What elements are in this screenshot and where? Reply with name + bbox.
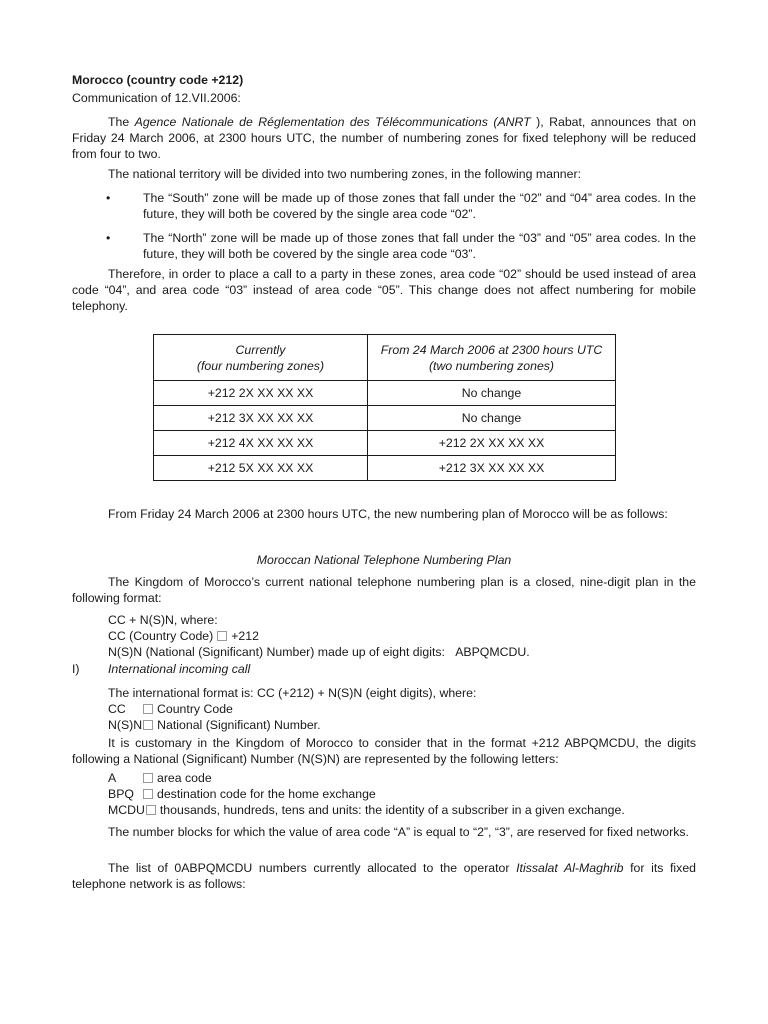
header-line: From 24 March 2006 at 2300 hours UTC xyxy=(380,342,603,357)
format-value: ABPQMCDU. xyxy=(455,645,530,659)
arrow-symbol-icon xyxy=(143,704,153,714)
table-cell: +212 3X XX XX XX xyxy=(154,406,368,431)
agency-name: Agence Nationale de Réglementation des Télécommunications (ANRT xyxy=(134,115,531,129)
bullet-text: The “North” zone will be made up of those zones that fall under the “03” and “05” area codes. In the future, they will both be covered by the single area code “03”. xyxy=(143,231,696,261)
arrow-symbol-icon xyxy=(143,773,153,783)
table-header-row xyxy=(154,335,616,381)
section-number: I) xyxy=(72,662,80,676)
header-new xyxy=(368,335,616,381)
table-row xyxy=(154,381,616,406)
format-line: CC + N(S)N, where: xyxy=(108,613,218,627)
list-item xyxy=(108,770,696,786)
letter-desc: area code xyxy=(157,771,212,785)
fixed-networks-paragraph: The number blocks for which the value of area code “A” is equal to “2”, “3”, are reserved for fixed networks. xyxy=(108,825,689,839)
format-line xyxy=(108,644,696,660)
list-item xyxy=(108,802,696,818)
format-value: +212 xyxy=(231,629,259,643)
table-cell: +212 2X XX XX XX xyxy=(368,431,616,456)
letter-desc: destination code for the home exchange xyxy=(157,787,376,801)
table-cell: +212 4X XX XX XX xyxy=(154,431,368,456)
intl-format-line xyxy=(108,701,696,717)
new-plan-intro: From Friday 24 March 2006 at 2300 hours UTC, the new numbering plan of Morocco will be as follows: xyxy=(108,507,668,521)
format-block xyxy=(72,612,696,660)
table-cell: No change xyxy=(368,406,616,431)
letters-list xyxy=(72,770,696,818)
table-row xyxy=(154,406,616,431)
section-title: International incoming call xyxy=(108,662,251,676)
letter-desc: thousands, hundreds, tens and units: the identity of a subscriber in a given exchange. xyxy=(159,803,625,817)
bullet-south xyxy=(72,190,696,222)
format-term: CC (Country Code) xyxy=(108,629,214,643)
operator-name: Itissalat Al-Maghrib xyxy=(516,861,624,875)
intl-term: CC xyxy=(108,702,126,716)
letters-intro-paragraph: It is customary in the Kingdom of Morocco to consider that in the format +212 ABPQMCDU, the digits following a National (Significant) Number (N(S)N) are represented by the following letters: xyxy=(72,736,696,766)
table-cell: No change xyxy=(368,381,616,406)
bullet-icon: • xyxy=(106,191,111,205)
arrow-symbol-icon xyxy=(143,789,153,799)
allocation-post: for its fixed telephone network is as follows: xyxy=(72,861,696,891)
letter-key: A xyxy=(108,771,117,785)
arrow-symbol-icon xyxy=(146,805,156,815)
communication-date: Communication of 12.VII.2006: xyxy=(72,91,241,105)
announcement-pre: The xyxy=(108,115,135,129)
page-title: Morocco (country code +212) xyxy=(72,73,244,87)
bullet-north xyxy=(72,230,696,262)
plan-title: Moroccan National Telephone Numbering Plan xyxy=(256,553,512,567)
instructions-paragraph: Therefore, in order to place a call to a party in these zones, area code “02” should be used instead of area code “04”, and area code “03” instead of area code “05”. This change does not affect numbering for mobile telephony. xyxy=(72,267,696,313)
table-row xyxy=(154,431,616,456)
intl-format-line: The international format is: CC (+212) + N(S)N (eight digits), where: xyxy=(108,686,477,700)
bullet-text: The “South” zone will be made up of those zones that fall under the “02” and “04” area codes. In the future, they will both be covered by the single area code “02”. xyxy=(143,191,696,221)
header-line: Currently xyxy=(235,342,286,357)
intl-format-line xyxy=(108,717,696,733)
territory-paragraph: The national territory will be divided into two numbering zones, in the following manner: xyxy=(108,167,581,181)
numbering-zones-table xyxy=(153,334,616,481)
format-term: N(S)N (National (Significant) Number) made up of eight digits: xyxy=(108,645,445,659)
format-line xyxy=(108,628,696,644)
arrow-symbol-icon xyxy=(143,720,153,730)
letter-key: MCDU xyxy=(108,803,145,817)
bullet-icon: • xyxy=(106,231,111,245)
header-line: (four numbering zones) xyxy=(196,358,325,373)
header-line: (two numbering zones) xyxy=(428,358,555,373)
table-cell: +212 3X XX XX XX xyxy=(368,456,616,481)
section-heading xyxy=(72,661,250,677)
table-cell: +212 5X XX XX XX xyxy=(154,456,368,481)
allocation-paragraph xyxy=(72,860,696,892)
letter-key: BPQ xyxy=(108,787,134,801)
intl-desc: National (Significant) Number. xyxy=(157,718,321,732)
announcement-paragraph xyxy=(72,114,696,162)
intl-term: N(S)N xyxy=(108,718,143,732)
allocation-pre: The list of 0ABPQMCDU numbers currently allocated to the operator xyxy=(108,861,517,875)
intl-desc: Country Code xyxy=(157,702,233,716)
arrow-symbol-icon xyxy=(217,631,227,641)
list-item xyxy=(108,786,696,802)
announcement-post: ), Rabat, announces that on Friday 24 March 2006, at 2300 hours UTC, the number of numbering zones for fixed telephony will be reduced from four to two. xyxy=(72,115,697,161)
plan-format-paragraph: The Kingdom of Morocco’s current national telephone numbering plan is a closed, nine-digit plan in the following format: xyxy=(72,575,696,605)
table-cell: +212 2X XX XX XX xyxy=(154,381,368,406)
international-format-block xyxy=(72,685,696,733)
header-currently xyxy=(154,335,368,381)
table-row xyxy=(154,456,616,481)
